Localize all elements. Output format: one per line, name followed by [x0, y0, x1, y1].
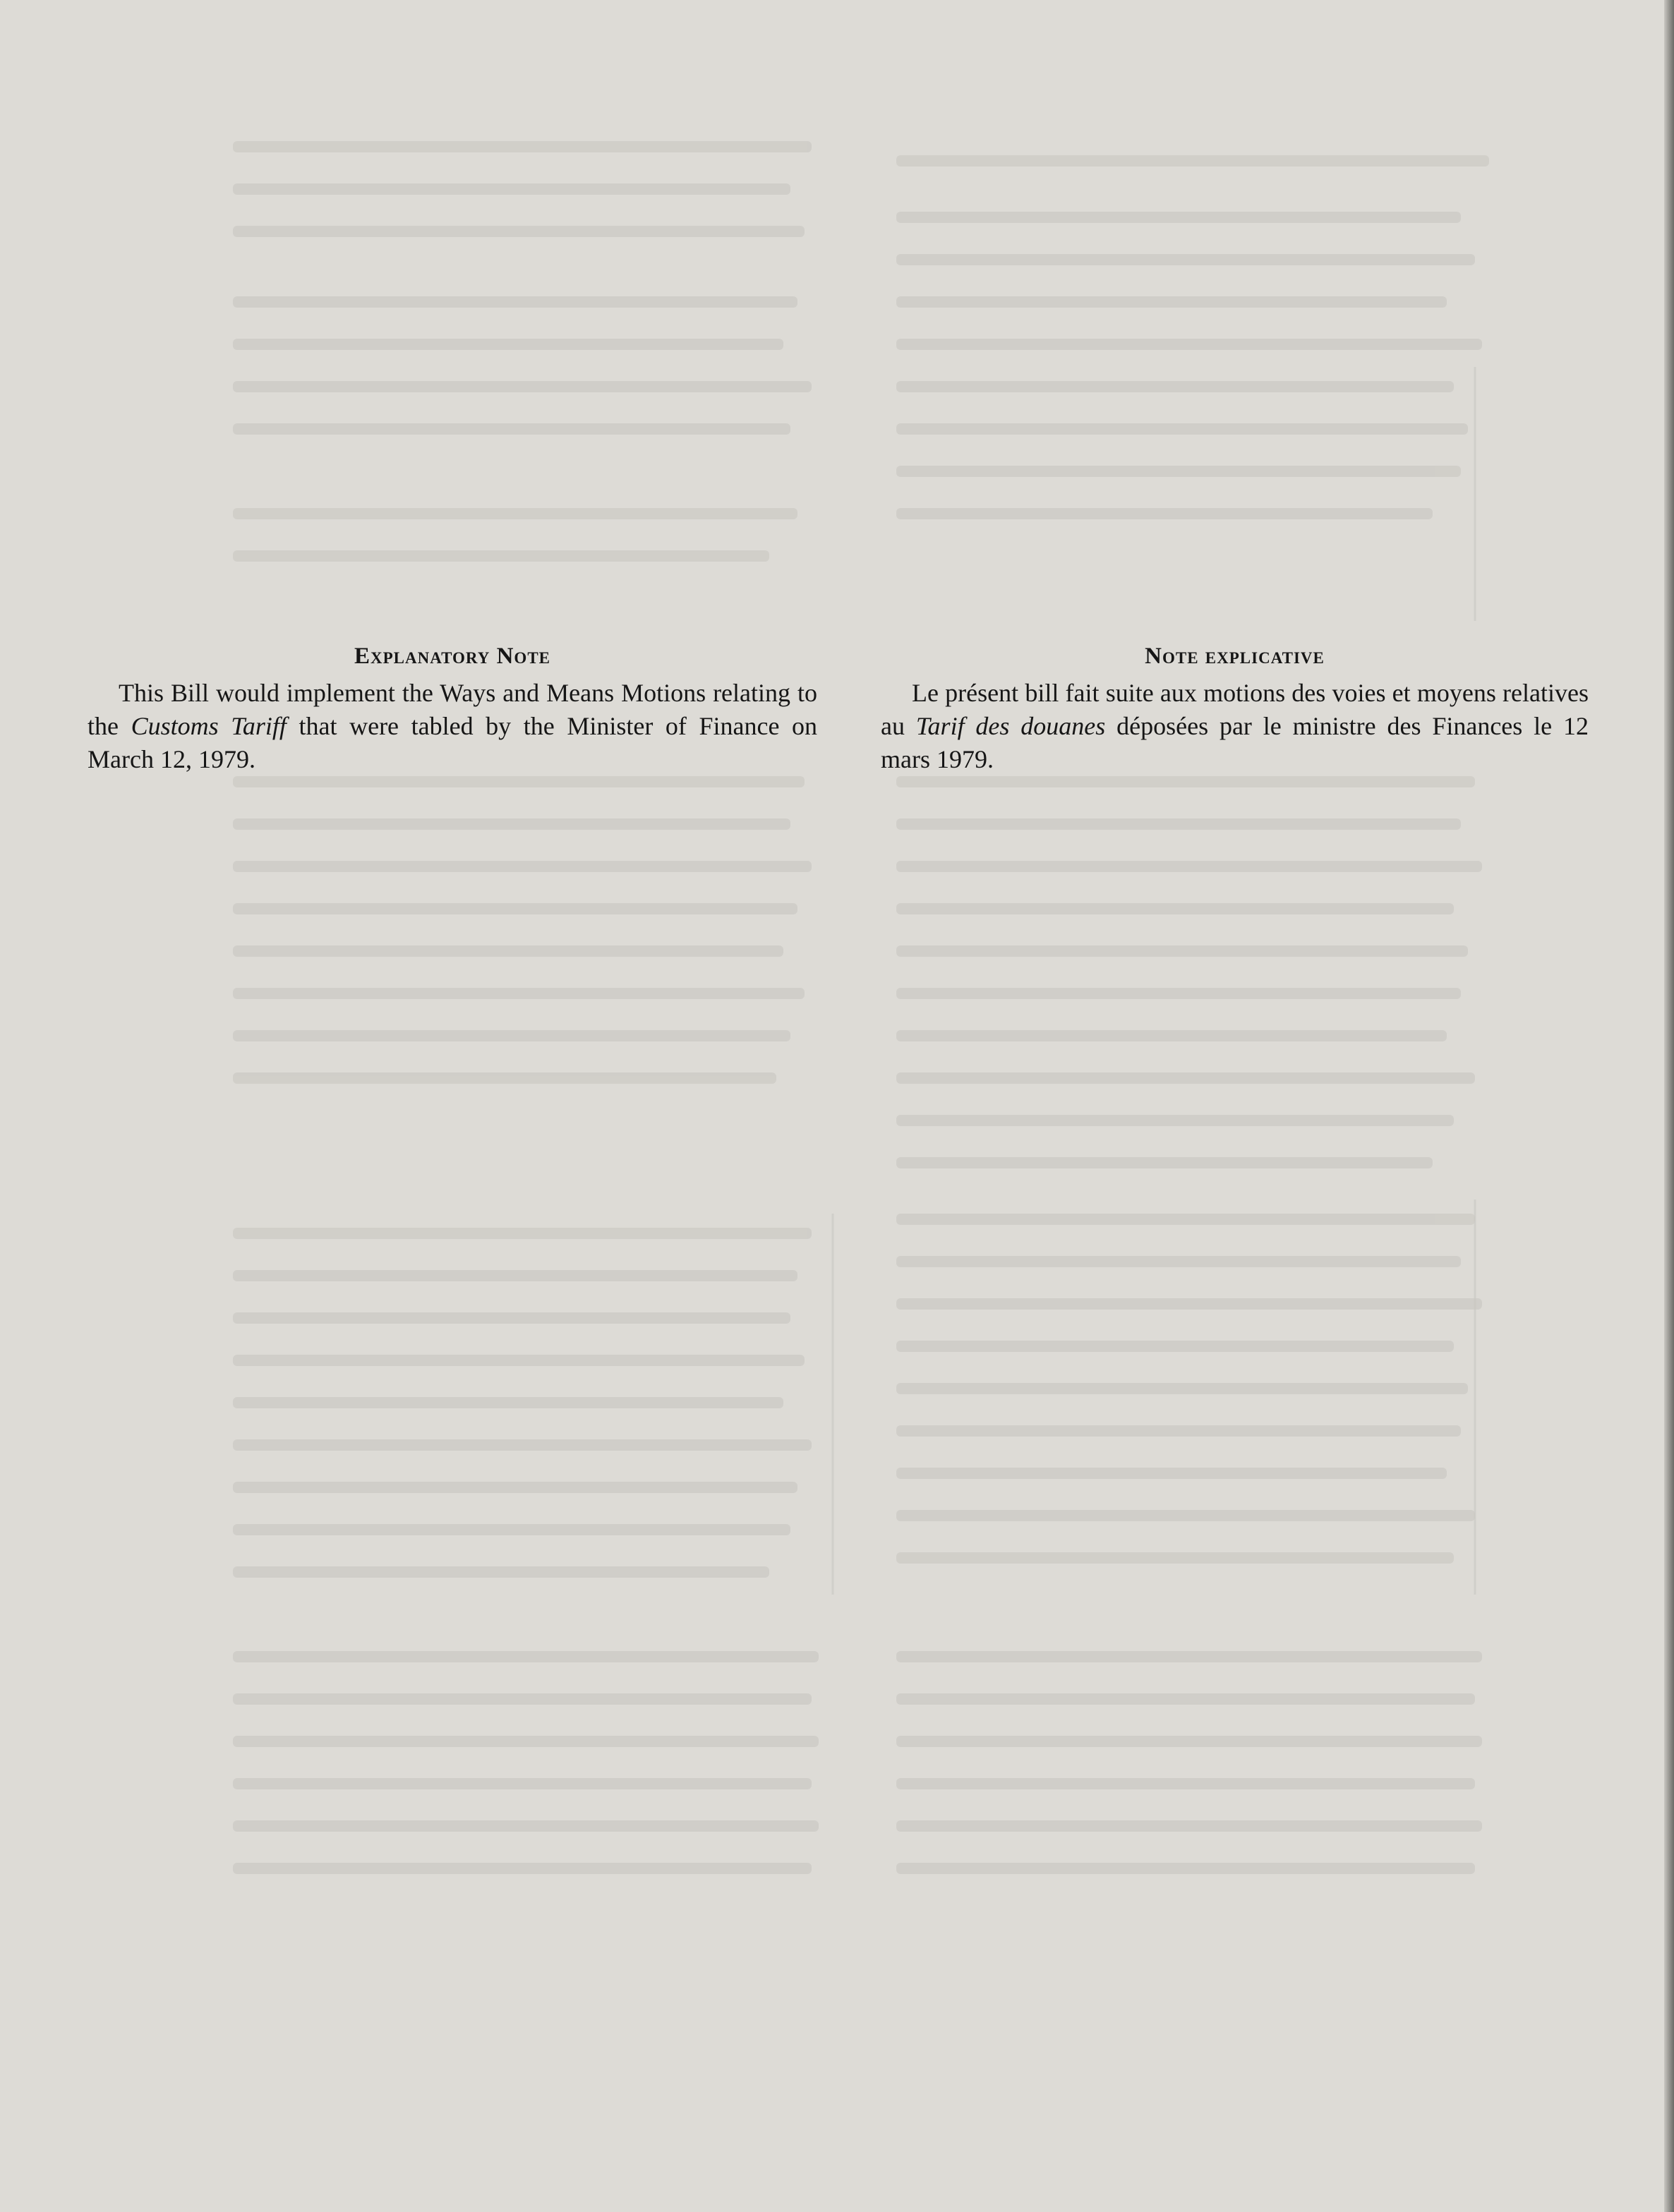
act-title-customs-tariff: Customs Tariff [131, 712, 287, 740]
explanatory-note-text-start: This Bill would implement the Ways and Means Motions relating to the [88, 679, 817, 740]
explanatory-note-section [88, 643, 817, 776]
note-explicative-heading: Note explicative [1145, 643, 1325, 669]
explanatory-note-heading: Explanatory Note [354, 643, 550, 669]
explanatory-note-text-end: that were tabled by the Minister of Finance on March 12, 1979. [88, 712, 818, 773]
note-explicative-paragraph [881, 677, 1589, 776]
act-title-tarif-des-douanes: Tarif des douanes [915, 712, 1106, 740]
note-explicative-section [881, 643, 1589, 776]
note-explicative-text-start: Le présent bill fait suite aux motions des voies et moyens relatives au [881, 679, 1589, 740]
page-edge-shadow [1664, 0, 1674, 2212]
explanatory-note-paragraph [88, 677, 817, 776]
note-explicative-text-end: déposées par le ministre des Finances le 12 mars 1979. [881, 712, 1589, 773]
